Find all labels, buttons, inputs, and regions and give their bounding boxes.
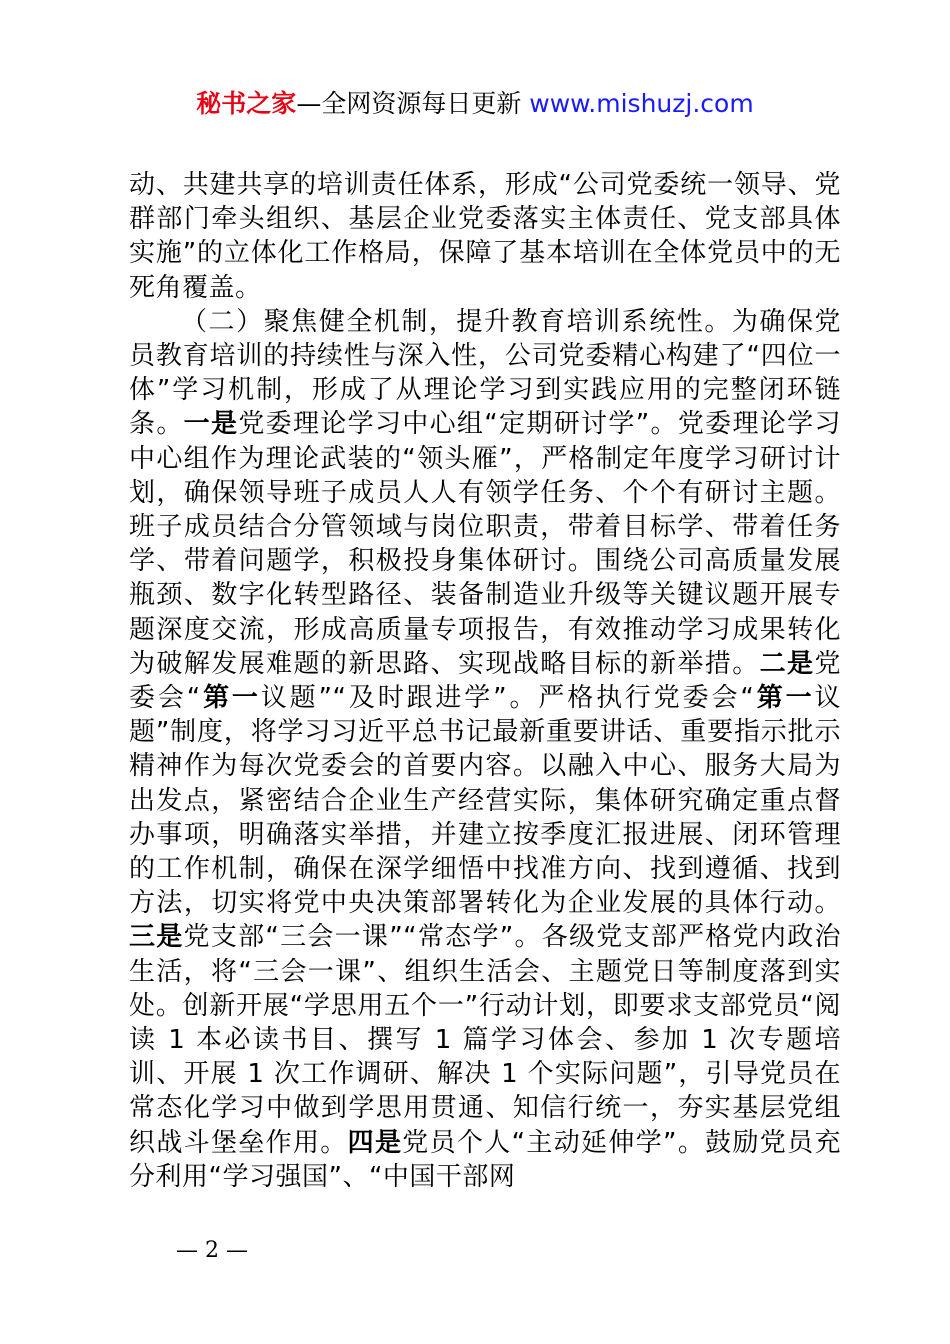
item-two-bold-first: 第一 bbox=[200, 683, 261, 714]
header-brand: 秘书之家 bbox=[196, 89, 297, 118]
item-two-text-b: 议题”“及时跟进学”。严格执行党委会“ bbox=[260, 683, 755, 714]
item-two-text-a: 党委会“ bbox=[129, 648, 841, 714]
item-one-text: 党委理论学习中心组“定期研讨学”。党委理论学习中心组作为理论武装的“领头雁”，严格制定年度学习研讨计划，确保领导班子成员人人有领学任务、个个有研讨主题。班子成员结合分管领域与岗位职责，带着目标学、带着任务学、带着问题学，积极投身集体研讨。围绕公司高质量发展瓶颈、数字化转型路径、装备制造业升级等关键议题开展专题深度交流，形成高质量专项报告，有效推动学习成果转化为破解发展难题的新思路、实现战略目标的新举措。 bbox=[129, 409, 841, 679]
item-three-label: 三是 bbox=[129, 922, 184, 953]
item-four-text: 党员个人“主动延伸学”。鼓励党员充分利用“学习强国”、“中国干部网 bbox=[129, 1127, 841, 1192]
section-two-intro: （二）聚焦健全机制，提升教育培训系统性。为确保党员教育培训的持续性与深入性，公司党委精心构建了“四位一体”学习机制，形成了从理论学习到实践应用的完整闭环链条。 bbox=[129, 306, 841, 440]
header-url-link[interactable]: www.mishuzj.com bbox=[529, 89, 754, 118]
page-header bbox=[0, 86, 950, 122]
item-one-label: 一是 bbox=[183, 409, 239, 440]
item-two-text-c: 议题”制度，将学习习近平总书记最新重要讲话、重要指示批示精神作为每次党委会的首要内容。以融入中心、服务大局为出发点，紧密结合企业生产经营实际，集体研究确定重点督办事项，明确落实举措，并建立按季度汇报进展、闭环管理的工作机制，确保在深学细悟中找准方向、找到遵循、找到方法，切实将党中央决策部署转化为企业发展的具体行动。 bbox=[129, 683, 841, 919]
item-two-bold-first-2: 第一 bbox=[754, 683, 815, 714]
item-four-label: 四是 bbox=[347, 1127, 403, 1158]
item-two-label: 二是 bbox=[759, 648, 815, 679]
item-three-text: 党支部“三会一课”“常态学”。各级党支部严格党内政治生活，将“三会一课”、组织生活会、主题党日等制度落到实处。创新开展“学思用五个一”行动计划，即要求支部党员“阅读 1 本必读书目、撰写 1 篇学习体会、参加 1 次专题培训、开展 1 次工作调研、解决 1 个实际问题”，引导党员在常态化学习中做到学思用贯通、知信行统一，夯实基层党组织战斗堡垒作用。 bbox=[129, 922, 841, 1158]
header-tagline: —全网资源每日更新 bbox=[296, 89, 530, 118]
paragraph-continuation: 动、共建共享的培训责任体系，形成“公司党委统一领导、党群部门牵头组织、基层企业党委落实主体责任、党支部具体实施”的立体化工作格局，保障了基本培训在全体党员中的无死角覆盖。 bbox=[129, 170, 841, 303]
page-number: — 2 — bbox=[176, 1238, 248, 1263]
paragraph-section-two bbox=[129, 305, 841, 1194]
document-body bbox=[129, 168, 841, 1194]
